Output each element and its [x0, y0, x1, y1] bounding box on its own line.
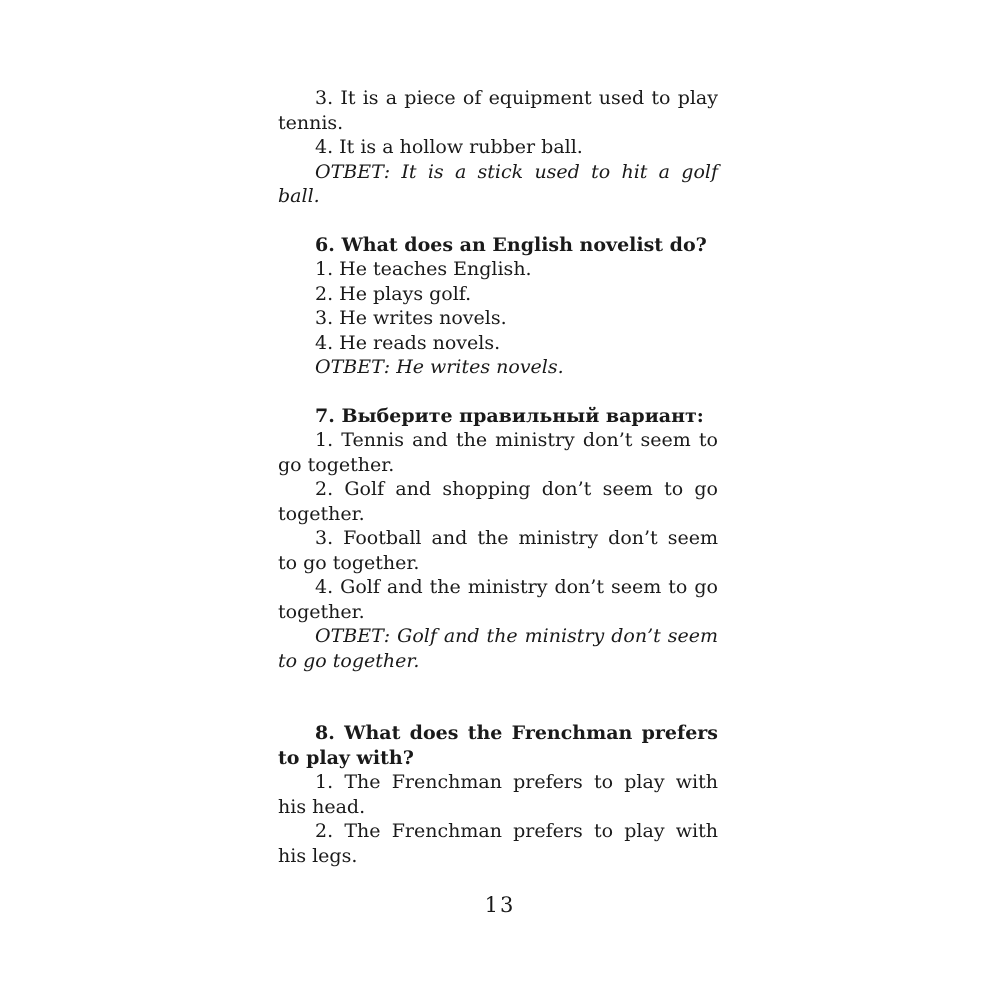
- q5-option-4: 4. It is a hollow rubber ball.: [315, 136, 583, 158]
- q5-option-3: 3. It is a piece of equipment used to play tennis.: [278, 87, 718, 134]
- page-text: [278, 86, 718, 868]
- q6-option-2: 2. He plays golf.: [315, 282, 472, 305]
- q8-question: 8. What does the Frenchman prefers to play with?: [278, 722, 718, 769]
- q7-answer: ОТВЕТ: Golf and the ministry don’t seem to go together.: [278, 625, 718, 672]
- q8-option-1: 1. The Frenchman prefers to play with his head.: [278, 771, 718, 818]
- q6-option-3: 3. He writes novels.: [315, 307, 507, 329]
- q7-question: 7. Выберите правильный вариант:: [315, 404, 704, 427]
- spacer: [278, 673, 718, 721]
- page-number: 13: [484, 893, 516, 917]
- q7-option-4: 4. Golf and the ministry don’t seem to go together.: [278, 576, 718, 623]
- q6-answer: ОТВЕТ: He writes novels.: [315, 356, 564, 378]
- q6-question: 6. What does an English novelist do?: [315, 233, 707, 256]
- q6-option-1: 1. He teaches English.: [315, 258, 532, 280]
- spacer: [278, 380, 718, 404]
- q8-option-2: 2. The Frenchman prefers to play with his legs.: [278, 820, 718, 867]
- spacer: [278, 209, 718, 233]
- q7-option-1: 1. Tennis and the ministry don’t seem to go together.: [278, 429, 718, 476]
- q5-answer: ОТВЕТ: It is a stick used to hit a golf ball.: [278, 160, 718, 207]
- q7-option-3: 3. Football and the ministry don’t seem to go together.: [278, 527, 718, 574]
- q6-option-4: 4. He reads novels.: [315, 331, 501, 354]
- q7-option-2: 2. Golf and shopping don’t seem to go together.: [278, 478, 718, 525]
